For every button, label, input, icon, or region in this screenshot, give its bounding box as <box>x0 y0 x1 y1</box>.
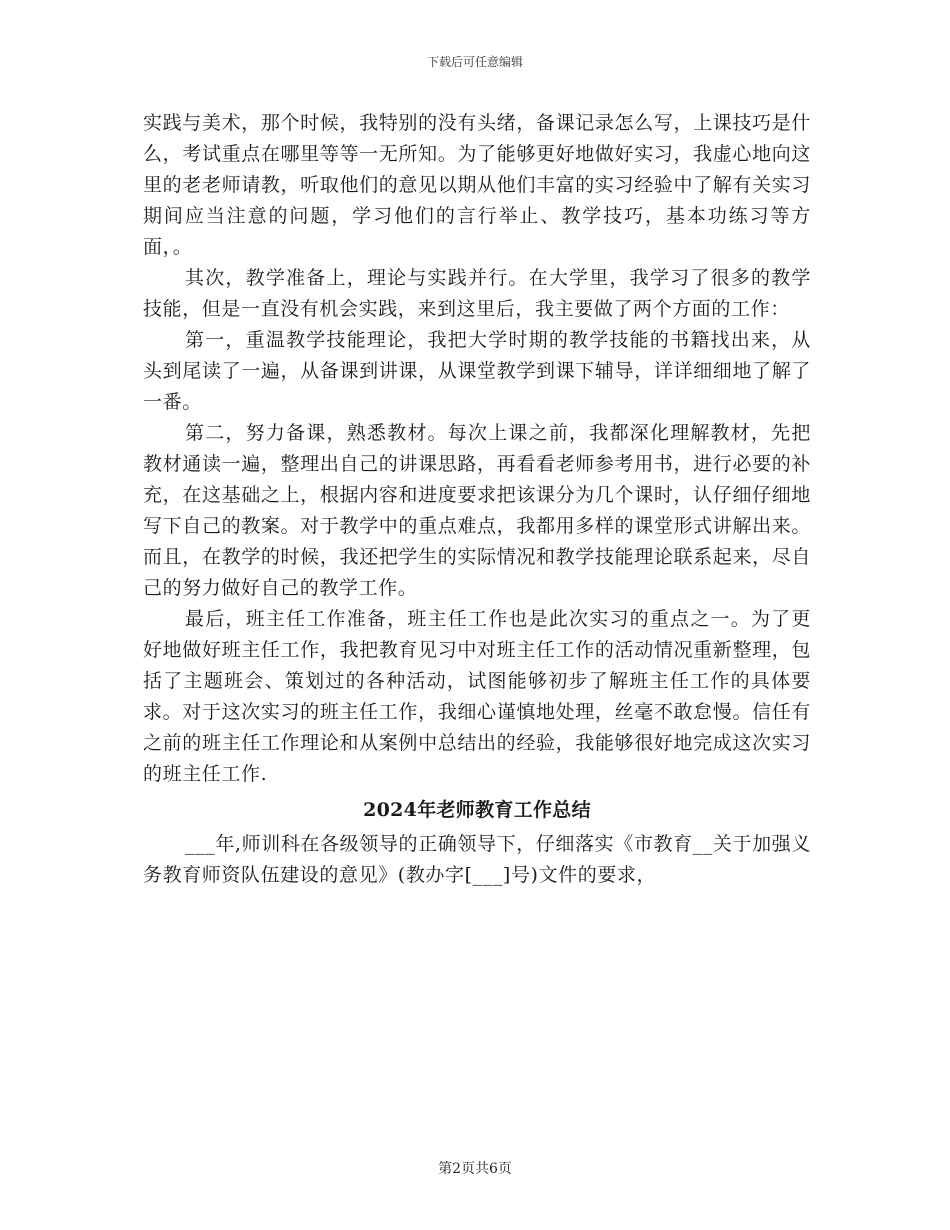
section-title: 2024年老师教育工作总结 <box>363 799 591 821</box>
paragraph-second-point: 第二，努力备课，熟悉教材。每次上课之前，我都深化理解教材，先把教材通读一遍，整理出自己的讲课思路，再看看老师参考用书，进行必要的补充，在这基础之上，根据内容和进度要求把该课分为几个课时，认仔细仔细地写下自己的教案。对于教学中的重点难点，我都用多样的课堂形式讲解出来。而且，在教学的时候，我还把学生的实际情况和教学技能理论联系起来，尽自己的努力做好自己的教学工作。 <box>143 422 811 599</box>
page-footer: 第2页共6页 <box>438 1161 512 1177</box>
paragraph-finally: 最后，班主任工作准备，班主任工作也是此次实习的重点之一。为了更好地做好班主任工作，我把教育见习中对班主任工作的活动情况重新整理，包括了主题班会、策划过的各种活动，试图能够初步了解班主任工作的具体要求。对于这次实习的班主任工作，我细心谨慎地处理，丝毫不敢怠慢。信任有之前的班主任工作理论和从案例中总结出的经验，我能够很好地完成这次实习的班主任工作. <box>143 608 811 785</box>
paragraph-first-point: 第一，重温教学技能理论，我把大学时期的教学技能的书籍找出来，从头到尾读了一遍，从备课到讲课，从课堂教学到课下辅导，详详细细地了解了一番。 <box>143 329 811 413</box>
paragraph-second: 其次，教学准备上，理论与实践并行。在大学里，我学习了很多的教学技能，但是一直没有机会实践，来到这里后，我主要做了两个方面的工作： <box>143 267 811 320</box>
paragraph-continued: 实践与美术，那个时候，我特别的没有头绪，备课记录怎么写，上课技巧是什么，考试重点在哪里等等一无所知。为了能够更好地做好实习，我虚心地向这里的老老师请教，听取他们的意见以期从他们丰富的实习经验中了解有关实习期间应当注意的问题，学习他们的言行举止、教学技巧，基本功练习等方面，。 <box>143 112 811 258</box>
document-body <box>143 108 811 891</box>
page-header: 下载后可任意编辑 <box>426 55 523 69</box>
section-paragraph: ___年,师训科在各级领导的正确领导下，仔细落实《市教育__关于加强义务教育师资队伍建设的意见》(教办字[___]号)文件的要求， <box>143 833 811 886</box>
